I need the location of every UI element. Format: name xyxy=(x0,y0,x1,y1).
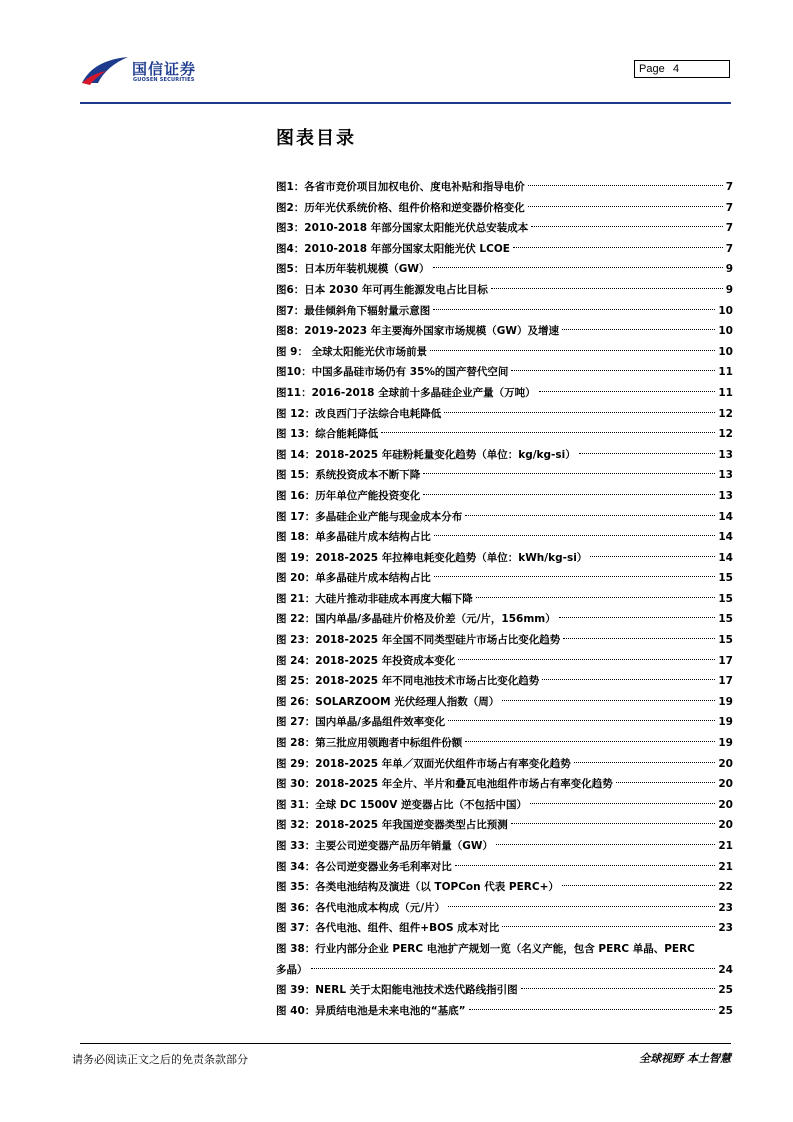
toc-leader-dots xyxy=(562,885,716,886)
toc-entry-page: 10 xyxy=(718,325,733,338)
toc-leader-dots xyxy=(590,556,715,557)
toc-entry-page: 23 xyxy=(718,922,733,935)
toc-entry[interactable] xyxy=(276,507,733,528)
toc-entry-page: 14 xyxy=(718,551,733,564)
page-number: 4 xyxy=(673,63,680,75)
guosen-logo-icon xyxy=(80,53,132,89)
toc-entry-page: 17 xyxy=(718,654,733,667)
toc-entry-label: 图 26：SOLARZOOM 光伏经理人指数（周） xyxy=(276,695,500,708)
toc-leader-dots xyxy=(559,617,716,618)
toc-entry-page: 9 xyxy=(725,263,733,276)
toc-entry-label: 图 34：各公司逆变器业务毛利率对比 xyxy=(276,860,452,873)
toc-entry-label: 图 36：各代电池成本构成（元/片） xyxy=(276,901,446,914)
toc-entry-page: 13 xyxy=(718,489,733,502)
toc-entry[interactable] xyxy=(276,383,733,404)
toc-entry-label: 图 22：国内单晶/多晶硅片价格及价差（元/片，156mm） xyxy=(276,613,556,626)
toc-leader-dots xyxy=(542,679,715,680)
toc-leader-dots xyxy=(448,906,715,907)
toc-entry-label: 图 28：第三批应用领跑者中标组件份额 xyxy=(276,737,463,750)
toc-entry-page: 15 xyxy=(718,592,733,605)
toc-entry[interactable] xyxy=(276,898,733,919)
toc-entry-page: 13 xyxy=(718,469,733,482)
toc-entry-label: 图 14：2018-2025 年硅粉耗量变化趋势（单位：kg/kg-si） xyxy=(276,448,576,461)
toc-entry[interactable] xyxy=(276,548,733,569)
toc-entry[interactable] xyxy=(276,527,733,548)
toc-entry-label: 图8：2019-2023 年主要海外国家市场规模（GW）及增速 xyxy=(276,325,559,338)
toc-entry-label: 图 16：历年单位产能投资变化 xyxy=(276,489,421,502)
toc-entry[interactable] xyxy=(276,651,733,672)
toc-entry[interactable] xyxy=(276,198,733,219)
toc-leader-dots xyxy=(502,926,715,927)
toc-entry-page: 12 xyxy=(718,428,733,441)
toc-entry-page: 21 xyxy=(718,840,733,852)
toc-entry-page: 14 xyxy=(718,510,733,523)
toc-entry[interactable] xyxy=(276,321,733,342)
toc-entry-page: 23 xyxy=(718,901,733,914)
toc-entry[interactable] xyxy=(276,445,733,466)
toc-entry-label: 图 15：系统投资成本不断下降 xyxy=(276,469,421,482)
toc-entry[interactable] xyxy=(276,1001,733,1022)
toc-leader-dots xyxy=(530,803,715,804)
toc-entry-page: 17 xyxy=(718,675,733,688)
toc-entry[interactable] xyxy=(276,877,733,898)
toc-leader-dots xyxy=(423,473,715,474)
toc-leader-dots xyxy=(496,844,715,845)
toc-leader-dots xyxy=(528,206,723,207)
toc-entry[interactable] xyxy=(276,712,733,733)
toc-entry[interactable] xyxy=(276,692,733,713)
toc-entry-label-continued: 多晶） xyxy=(276,963,308,976)
toc-leader-dots xyxy=(574,762,716,763)
company-name-cn: 国信证券 xyxy=(132,60,197,78)
toc-entry-label: 图 19：2018-2025 年拉棒电耗变化趋势（单位：kWh/kg-si） xyxy=(276,551,588,564)
toc-entry[interactable] xyxy=(276,362,733,383)
toc-entry-label: 图6：日本 2030 年可再生能源发电占比目标 xyxy=(276,283,488,296)
toc-entry-label: 图2：历年光伏系统价格、组件价格和逆变器价格变化 xyxy=(276,201,525,214)
toc-entry[interactable] xyxy=(276,939,733,980)
toc-leader-dots xyxy=(511,823,716,824)
toc-entry-page: 11 xyxy=(718,386,733,399)
toc-entry-label: 图 18：单多晶硅片成本结构占比 xyxy=(276,531,431,544)
toc-entry[interactable] xyxy=(276,280,733,301)
toc-entry-label: 图 12：改良西门子法综合电耗降低 xyxy=(276,407,442,420)
toc-entry-label: 图 37：各代电池、组件、组件+BOS 成本对比 xyxy=(276,922,500,935)
toc-entry[interactable] xyxy=(276,177,733,198)
toc-leader-dots xyxy=(434,576,716,577)
toc-entry[interactable] xyxy=(276,815,733,836)
toc-entry-page: 9 xyxy=(725,283,733,296)
page-title: 图表目录 xyxy=(276,128,356,149)
toc-leader-dots xyxy=(311,968,716,969)
toc-entry[interactable] xyxy=(276,465,733,486)
toc-entry[interactable] xyxy=(276,301,733,322)
toc-entry-label: 图 27：国内单晶/多晶组件效率变化 xyxy=(276,716,446,729)
toc-entry-label: 图 24：2018-2025 年投资成本变化 xyxy=(276,654,456,667)
toc-entry-label: 图7：最佳倾斜角下辐射量示意图 xyxy=(276,304,431,317)
toc-entry-page: 15 xyxy=(718,613,733,626)
toc-entry-label: 图 20：单多晶硅片成本结构占比 xyxy=(276,572,431,585)
toc-entry-page: 20 xyxy=(718,819,733,832)
toc-entry-label: 图11：2016-2018 全球前十多晶硅企业产量（万吨） xyxy=(276,386,536,399)
toc-entry[interactable] xyxy=(276,486,733,507)
toc-leader-dots xyxy=(513,247,723,248)
toc-entry[interactable] xyxy=(276,671,733,692)
toc-entry-page: 25 xyxy=(718,984,733,997)
toc-entry-page: 13 xyxy=(718,448,733,461)
toc-leader-dots xyxy=(502,700,715,701)
toc-entry-label: 图 31：全球 DC 1500V 逆变器占比（不包括中国） xyxy=(276,798,528,811)
toc-entry-page: 22 xyxy=(718,881,733,894)
toc-entry-page: 7 xyxy=(725,242,733,255)
toc-entry[interactable] xyxy=(276,733,733,754)
toc-entry-label: 图 17：多晶硅企业产能与现金成本分布 xyxy=(276,510,463,523)
toc-entry[interactable] xyxy=(276,795,733,816)
toc-entry-page: 19 xyxy=(718,716,733,729)
toc-entry-page: 15 xyxy=(718,634,733,647)
toc-leader-dots xyxy=(458,659,715,660)
toc-entry[interactable] xyxy=(276,342,733,363)
toc-entry[interactable] xyxy=(276,754,733,775)
toc-entry-page: 7 xyxy=(725,222,733,235)
toc-entry-label: 图 29：2018-2025 年单／双面光伏组件市场占有率变化趋势 xyxy=(276,757,571,770)
toc-entry-page: 19 xyxy=(718,695,733,708)
page-label: Page xyxy=(639,63,665,75)
company-name-en: GUOSEN SECURITIES xyxy=(133,77,195,83)
toc-entry-label: 图 32：2018-2025 年我国逆变器类型占比预测 xyxy=(276,819,508,832)
toc-entry-page: 10 xyxy=(718,304,733,317)
toc-entry-label: 图 25：2018-2025 年不同电池技术市场占比变化趋势 xyxy=(276,675,540,688)
toc-entry-page: 21 xyxy=(718,860,733,873)
toc-leader-dots xyxy=(448,720,715,721)
toc-entry-label: 图1：各省市竞价项目加权电价、度电补贴和指导电价 xyxy=(276,181,525,193)
toc-entry[interactable] xyxy=(276,630,733,651)
toc-leader-dots xyxy=(531,226,722,227)
toc-entry-label: 图 40：异质结电池是未来电池的“基底” xyxy=(276,1004,466,1017)
toc-leader-dots xyxy=(455,865,716,866)
toc-leader-dots xyxy=(433,309,715,310)
toc-leader-dots xyxy=(563,638,715,639)
toc-entry-page: 7 xyxy=(725,181,733,193)
toc-leader-dots xyxy=(430,350,715,351)
toc-leader-dots xyxy=(616,782,716,783)
toc-leader-dots xyxy=(511,370,715,371)
toc-leader-dots xyxy=(423,494,715,495)
toc-leader-dots xyxy=(491,288,723,289)
toc-entry-label: 图 30：2018-2025 年全片、半片和叠瓦电池组件市场占有率变化趋势 xyxy=(276,778,613,791)
toc-entry-label: 图4：2010-2018 年部分国家太阳能光伏 LCOE xyxy=(276,242,510,255)
toc-entry[interactable] xyxy=(276,218,733,239)
toc-leader-dots xyxy=(381,432,715,433)
toc-entry[interactable] xyxy=(276,424,733,445)
toc-entry-label: 图 35：各类电池结构及演进（以 TOPCon 代表 PERC+） xyxy=(276,881,559,894)
toc-leader-dots xyxy=(465,741,715,742)
toc-entry-label: 图 13：综合能耗降低 xyxy=(276,428,379,441)
toc-entry-label: 图 9： 全球太阳能光伏市场前景 xyxy=(276,345,428,358)
toc-entry-page: 15 xyxy=(718,572,733,585)
toc-leader-dots xyxy=(539,391,716,392)
toc-leader-dots xyxy=(434,535,716,536)
toc-entry-page: 20 xyxy=(718,757,733,770)
toc-entry-label: 图 38：行业内部分企业 PERC 电池扩产规划一览（名义产能，包含 PERC 单晶、PERC xyxy=(276,942,695,955)
toc-leader-dots xyxy=(433,267,723,268)
toc-entry-label: 图 39：NERL 关于太阳能电池技术迭代路线指引图 xyxy=(276,984,518,997)
toc-leader-dots xyxy=(444,412,715,413)
toc-entry[interactable] xyxy=(276,980,733,1001)
toc-entry[interactable] xyxy=(276,836,733,857)
toc-entry-label: 图10：中国多晶硅市场仍有 35%的国产替代空间 xyxy=(276,366,509,379)
header-divider xyxy=(80,102,731,104)
toc-entry-label: 图 21：大硅片推动非硅成本再度大幅下降 xyxy=(276,592,473,605)
toc-leader-dots xyxy=(465,515,715,516)
toc-entry-page: 24 xyxy=(718,963,733,976)
toc-entry-page: 10 xyxy=(718,345,733,358)
footer-slogan: 全球视野 本土智慧 xyxy=(639,1052,731,1065)
toc-entry-label: 图 33：主要公司逆变器产品历年销量（GW） xyxy=(276,840,493,852)
toc-entry[interactable] xyxy=(276,918,733,939)
toc-entry[interactable] xyxy=(276,774,733,795)
toc-entry[interactable] xyxy=(276,589,733,610)
toc-entry-label: 图 23：2018-2025 年全国不同类型硅片市场占比变化趋势 xyxy=(276,634,561,647)
toc-entry-page: 19 xyxy=(718,737,733,750)
toc-leader-dots xyxy=(469,1009,716,1010)
toc-entry-page: 7 xyxy=(725,201,733,214)
toc-entry[interactable] xyxy=(276,239,733,260)
toc-leader-dots xyxy=(562,329,715,330)
toc-leader-dots xyxy=(528,185,723,186)
table-of-figures xyxy=(276,177,733,1021)
toc-leader-dots xyxy=(521,988,716,989)
footer-disclaimer: 请务必阅读正文之后的免责条款部分 xyxy=(72,1053,248,1066)
toc-entry-label: 图5：日本历年装机规模（GW） xyxy=(276,263,430,276)
toc-leader-dots xyxy=(476,597,716,598)
toc-entry-page: 20 xyxy=(718,778,733,791)
toc-entry-page: 25 xyxy=(718,1004,733,1017)
toc-entry[interactable] xyxy=(276,259,733,280)
toc-entry[interactable] xyxy=(276,609,733,630)
footer-divider xyxy=(80,1043,731,1044)
toc-entry-page: 11 xyxy=(718,366,733,379)
toc-entry[interactable] xyxy=(276,857,733,878)
toc-entry-page: 14 xyxy=(718,531,733,544)
toc-entry[interactable] xyxy=(276,568,733,589)
toc-entry-label: 图3：2010-2018 年部分国家太阳能光伏总安装成本 xyxy=(276,222,529,235)
toc-entry-page: 20 xyxy=(718,798,733,811)
page-indicator xyxy=(634,60,730,78)
company-logo xyxy=(80,53,230,89)
toc-entry[interactable] xyxy=(276,404,733,425)
toc-leader-dots xyxy=(579,453,716,454)
toc-entry-page: 12 xyxy=(718,407,733,420)
